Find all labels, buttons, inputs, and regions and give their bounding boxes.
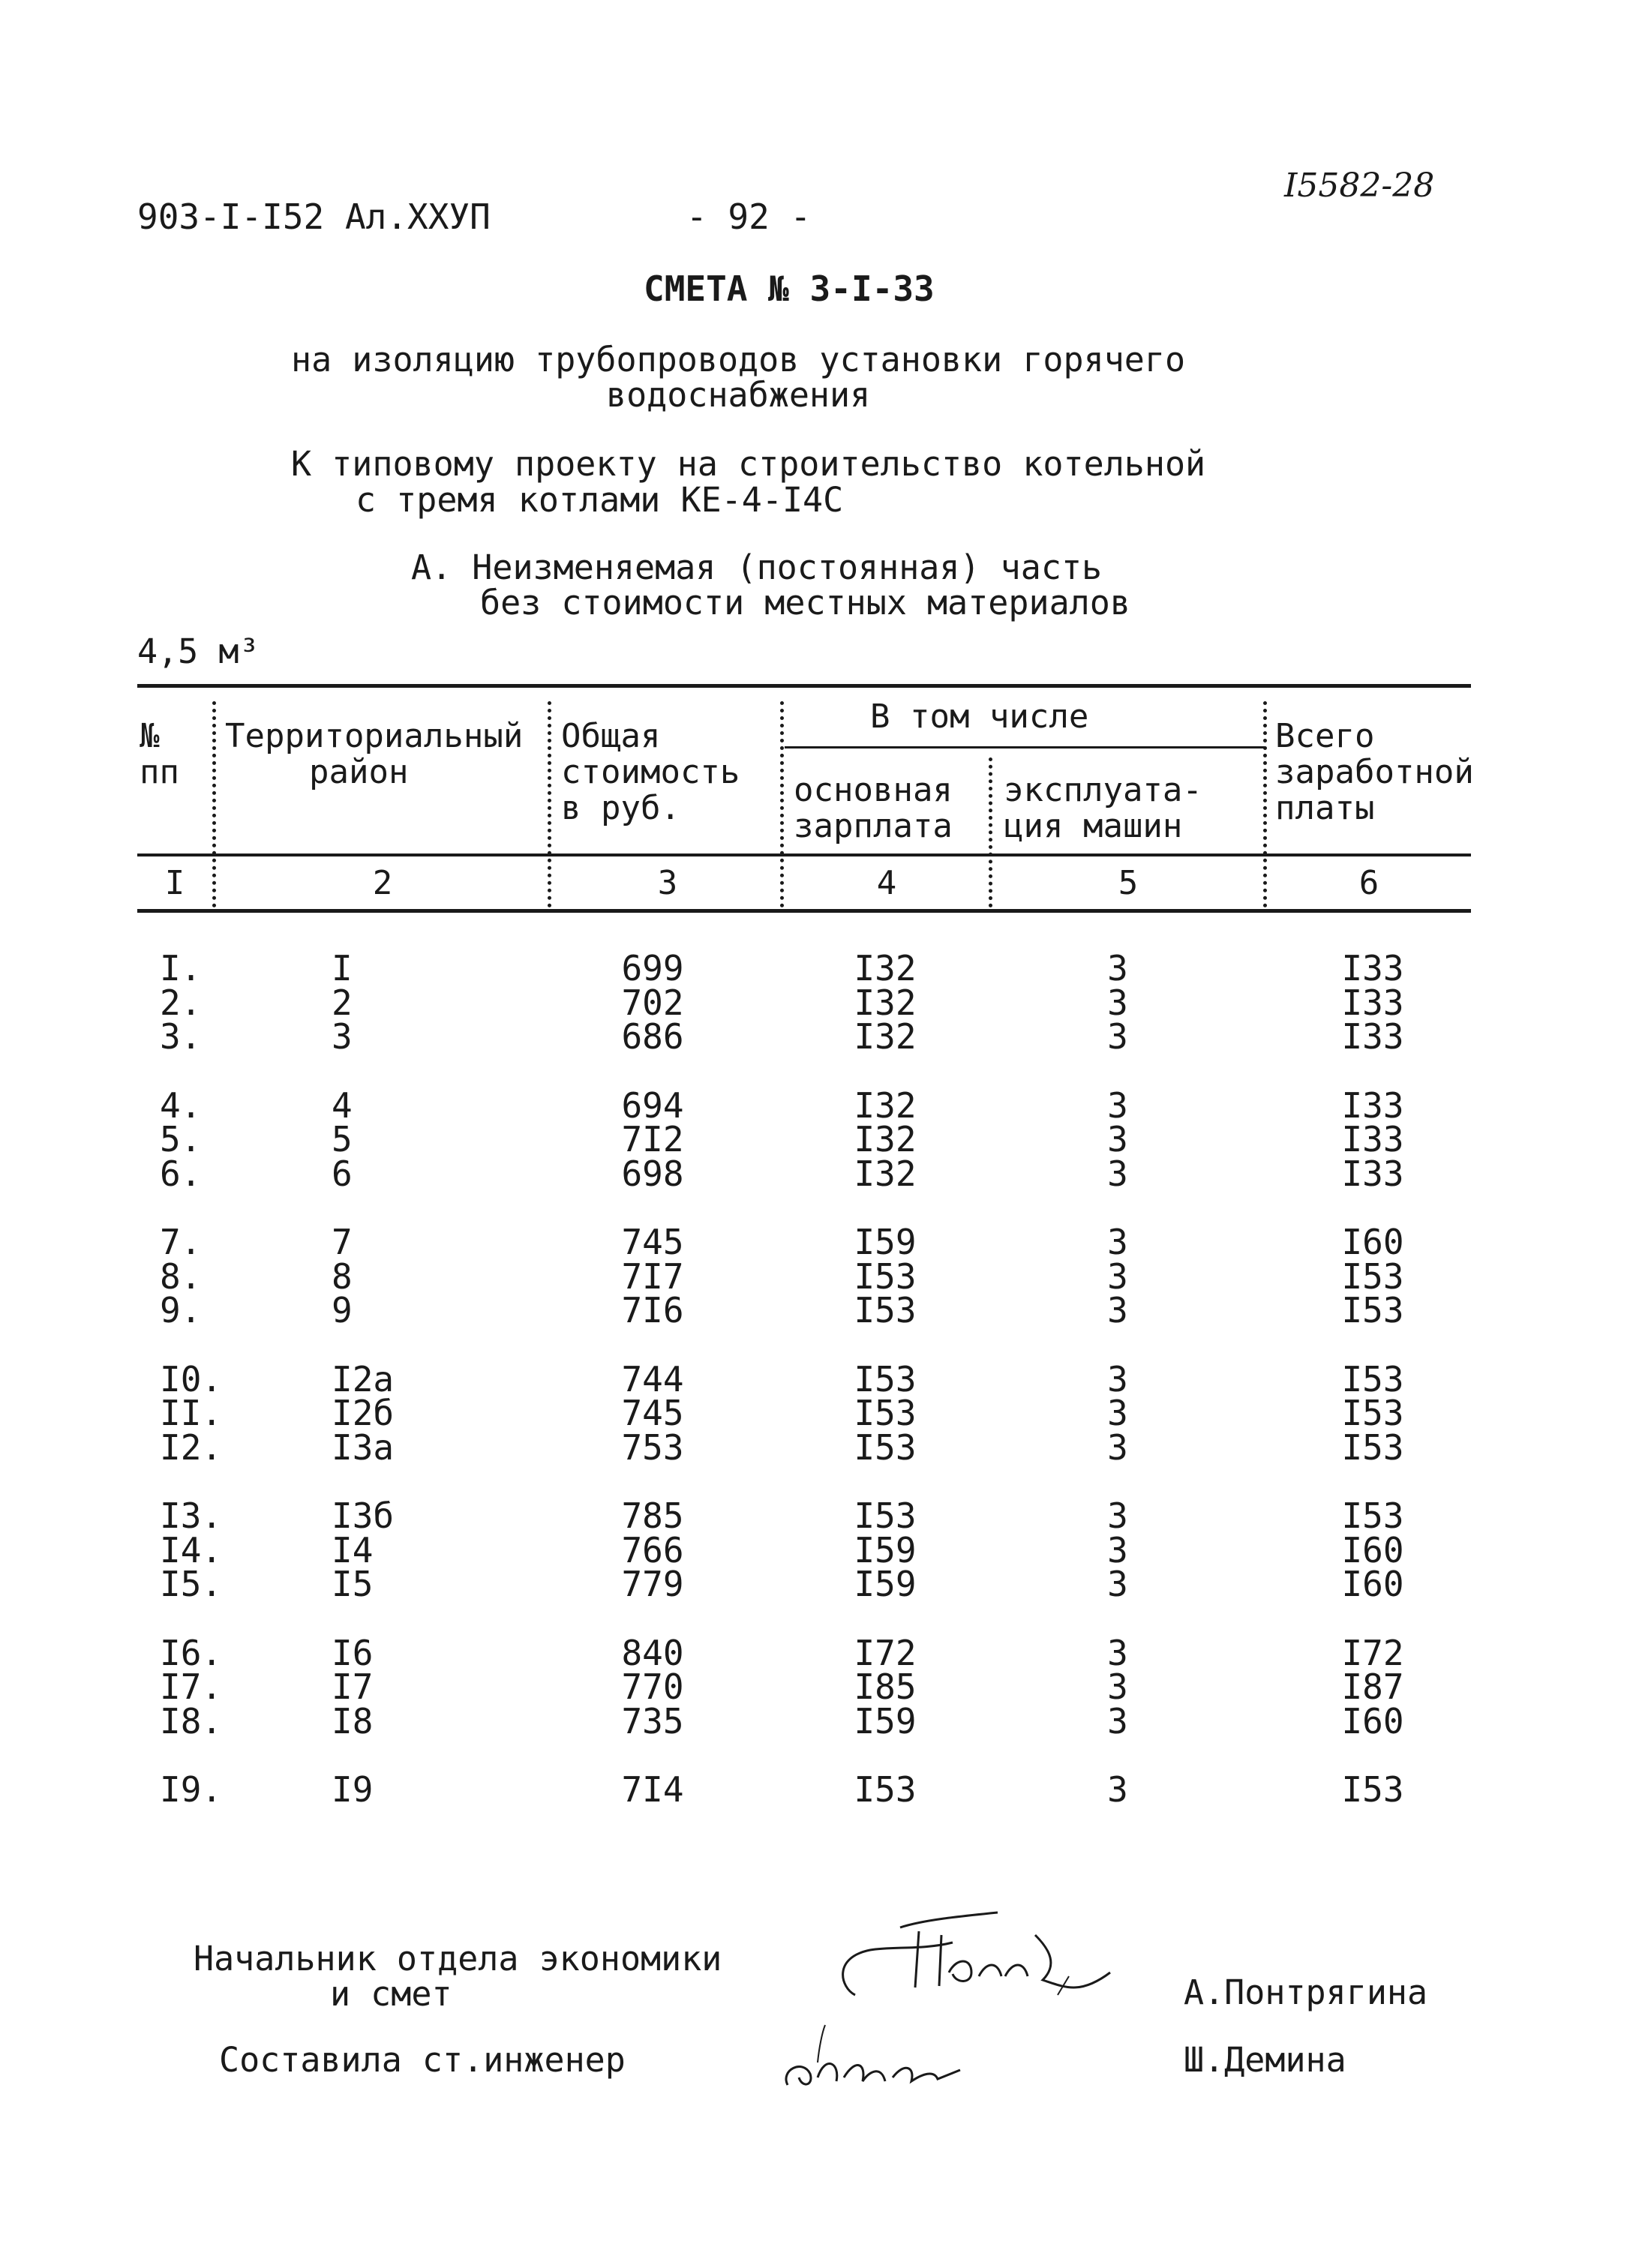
- header-machines-l2: ция машин: [1004, 807, 1183, 845]
- header-including: В том числе: [870, 698, 1089, 736]
- table-row: [0, 1632, 1639, 1673]
- machine-operation: 3: [1107, 1632, 1128, 1673]
- subtitle-line-4: с тремя котлами КЕ-4-I4С: [356, 480, 844, 520]
- base-salary: I85: [854, 1666, 917, 1707]
- handwritten-signature-2: [773, 2018, 983, 2100]
- table-row: [0, 1769, 1639, 1810]
- territorial-district: 7: [332, 1222, 353, 1262]
- base-salary: I53: [854, 1290, 917, 1330]
- base-salary: I53: [854, 1496, 917, 1536]
- total-wages: I53: [1341, 1358, 1404, 1400]
- total-cost: 744: [621, 1358, 684, 1400]
- total-cost: 766: [621, 1529, 684, 1570]
- base-salary: I32: [854, 1016, 917, 1057]
- base-salary: I59: [854, 1700, 917, 1742]
- row-number: 8.: [160, 1256, 202, 1297]
- row-number: I2.: [160, 1426, 223, 1468]
- table-row: [0, 1084, 1639, 1126]
- total-wages: I33: [1341, 1016, 1404, 1057]
- machine-operation: 3: [1107, 1119, 1128, 1160]
- machine-operation: 3: [1107, 1084, 1128, 1126]
- total-cost: 686: [621, 1016, 684, 1057]
- total-cost: 745: [621, 1222, 684, 1262]
- base-salary: I59: [854, 1529, 917, 1570]
- machine-operation: 3: [1107, 1496, 1128, 1536]
- territorial-district: 8: [332, 1256, 353, 1297]
- total-cost: 840: [621, 1632, 684, 1673]
- row-number: 6.: [160, 1153, 202, 1194]
- base-salary: I59: [854, 1222, 917, 1262]
- signature-role-1-line-2: и смет: [330, 1974, 452, 2014]
- volume-label: 4,5 м³: [137, 632, 260, 671]
- territorial-district: I7: [332, 1666, 374, 1707]
- total-wages: I87: [1341, 1666, 1404, 1707]
- table-row: [0, 1393, 1639, 1433]
- header-total-l2: стоимость: [561, 753, 740, 791]
- row-number: I0.: [160, 1358, 223, 1400]
- machine-operation: 3: [1107, 1769, 1128, 1810]
- header-total-l3: в руб.: [561, 789, 680, 827]
- table-row: [0, 1290, 1639, 1330]
- total-cost: 735: [621, 1700, 684, 1742]
- base-salary: I53: [854, 1769, 917, 1810]
- territorial-district: I9: [332, 1769, 374, 1810]
- base-salary: I59: [854, 1564, 917, 1604]
- header-wages-total-l3: платы: [1275, 789, 1375, 827]
- section-line-1: А. Неизменяемая (постоянная) часть: [411, 548, 1103, 587]
- row-number: I9.: [160, 1769, 223, 1810]
- subtitle-line-2: водоснабжения: [606, 375, 871, 415]
- machine-operation: 3: [1107, 1426, 1128, 1468]
- header-number: №: [140, 717, 160, 755]
- base-salary: I32: [854, 1153, 917, 1194]
- territorial-district: I2а: [332, 1358, 395, 1400]
- column-separator: [548, 701, 551, 908]
- row-number: 5.: [160, 1119, 202, 1160]
- base-salary: I53: [854, 1358, 917, 1400]
- territorial-district: 9: [332, 1290, 353, 1330]
- base-salary: I32: [854, 1084, 917, 1126]
- column-separator: [212, 701, 216, 908]
- total-wages: I53: [1341, 1290, 1404, 1330]
- total-cost: 702: [621, 982, 684, 1023]
- row-number: 3.: [160, 1016, 202, 1057]
- row-number: I.: [160, 948, 202, 988]
- territorial-district: I3б: [332, 1496, 395, 1536]
- signature-name-1: А.Понтрягина: [1184, 1972, 1428, 2012]
- total-wages: I53: [1341, 1426, 1404, 1468]
- total-cost: 785: [621, 1496, 684, 1536]
- total-wages: I33: [1341, 1153, 1404, 1194]
- row-number: 7.: [160, 1222, 202, 1262]
- machine-operation: 3: [1107, 1393, 1128, 1433]
- signature-role-2: Составила ст.инженер: [219, 2040, 626, 2080]
- subtitle-line-3: К типовому проекту на строительство котельной: [291, 444, 1206, 484]
- base-salary: I53: [854, 1393, 917, 1433]
- total-wages: I53: [1341, 1496, 1404, 1536]
- territorial-district: 3: [332, 1016, 353, 1057]
- total-cost: 753: [621, 1426, 684, 1468]
- row-number: 9.: [160, 1290, 202, 1330]
- table-header-rule: [137, 854, 1471, 856]
- table-row: [0, 948, 1639, 988]
- table-row: [0, 1256, 1639, 1297]
- total-cost: 7I7: [621, 1256, 684, 1297]
- base-salary: I32: [854, 982, 917, 1023]
- document-title: СМЕТА № 3-I-33: [644, 268, 935, 309]
- table-row: [0, 1529, 1639, 1570]
- machine-operation: 3: [1107, 1256, 1128, 1297]
- table-row: [0, 1426, 1639, 1468]
- total-wages: I60: [1341, 1222, 1404, 1262]
- total-wages: I60: [1341, 1529, 1404, 1570]
- table-row: [0, 1700, 1639, 1742]
- row-number: 2.: [160, 982, 202, 1023]
- row-number: I5.: [160, 1564, 223, 1604]
- machine-operation: 3: [1107, 1290, 1128, 1330]
- table-row: [0, 1666, 1639, 1707]
- machine-operation: 3: [1107, 1358, 1128, 1400]
- territorial-district: 6: [332, 1153, 353, 1194]
- machine-operation: 3: [1107, 1153, 1128, 1194]
- table-top-rule: [137, 684, 1471, 688]
- group-header-rule: [785, 746, 1265, 748]
- row-number: I7.: [160, 1666, 223, 1707]
- header-territorial: Территориальный: [225, 717, 524, 755]
- total-cost: 699: [621, 948, 684, 988]
- row-number: I4.: [160, 1529, 223, 1570]
- section-line-2: без стоимости местных материалов: [480, 583, 1130, 622]
- machine-operation: 3: [1107, 1529, 1128, 1570]
- column-separator: [780, 701, 784, 908]
- row-number: 4.: [160, 1084, 202, 1126]
- subtitle-line-1: на изоляцию трубопроводов установки горячего: [291, 340, 1186, 380]
- table-row: [0, 1358, 1639, 1400]
- total-cost: 7I4: [621, 1769, 684, 1810]
- territorial-district: I3а: [332, 1426, 395, 1468]
- territorial-district: 2: [332, 982, 353, 1023]
- header-base-salary-l2: зарплата: [794, 807, 953, 845]
- total-cost: 745: [621, 1393, 684, 1433]
- row-number: I8.: [160, 1700, 223, 1742]
- base-salary: I32: [854, 1119, 917, 1160]
- column-number: 5: [1118, 864, 1139, 902]
- document-code: 903-I-I52 Ал.XXУП: [137, 196, 491, 237]
- total-wages: I33: [1341, 948, 1404, 988]
- territorial-district: I2б: [332, 1393, 395, 1433]
- total-wages: I60: [1341, 1700, 1404, 1742]
- table-row: [0, 1119, 1639, 1160]
- total-wages: I72: [1341, 1632, 1404, 1673]
- column-number: I: [164, 864, 185, 902]
- total-cost: 694: [621, 1084, 684, 1126]
- header-district: район: [309, 753, 409, 791]
- signature-role-1: Начальник отдела экономики: [194, 1939, 722, 1978]
- header-number-pp: пп: [140, 753, 179, 791]
- machine-operation: 3: [1107, 1564, 1128, 1604]
- row-number: I6.: [160, 1632, 223, 1673]
- total-wages: I33: [1341, 982, 1404, 1023]
- total-wages: I53: [1341, 1769, 1404, 1810]
- header-machines-l1: эксплуата-: [1004, 771, 1202, 809]
- column-separator: [989, 758, 992, 908]
- base-salary: I72: [854, 1632, 917, 1673]
- total-cost: 779: [621, 1564, 684, 1604]
- column-separator: [1263, 701, 1267, 908]
- table-row: [0, 1153, 1639, 1194]
- archive-number: I5582-28: [1284, 166, 1435, 205]
- total-cost: 7I2: [621, 1119, 684, 1160]
- header-base-salary-l1: основная: [794, 771, 953, 809]
- total-wages: I53: [1341, 1393, 1404, 1433]
- total-wages: I33: [1341, 1119, 1404, 1160]
- column-number: 6: [1358, 864, 1379, 902]
- signature-name-2: Ш.Демина: [1184, 2040, 1346, 2080]
- column-number: 3: [657, 864, 678, 902]
- base-salary: I53: [854, 1426, 917, 1468]
- base-salary: I32: [854, 948, 917, 988]
- territorial-district: 4: [332, 1084, 353, 1126]
- column-number: 4: [876, 864, 897, 902]
- total-wages: I53: [1341, 1256, 1404, 1297]
- table-row: [0, 1564, 1639, 1604]
- machine-operation: 3: [1107, 1666, 1128, 1707]
- header-total-l1: Общая: [561, 717, 661, 755]
- total-cost: 698: [621, 1153, 684, 1194]
- page-number: - 92 -: [686, 196, 812, 237]
- handwritten-signature-1: [810, 1905, 1125, 2018]
- row-number: I3.: [160, 1496, 223, 1536]
- total-cost: 770: [621, 1666, 684, 1707]
- territorial-district: I6: [332, 1632, 374, 1673]
- machine-operation: 3: [1107, 948, 1128, 988]
- total-cost: 7I6: [621, 1290, 684, 1330]
- column-number: 2: [372, 864, 393, 902]
- table-row: [0, 1222, 1639, 1262]
- machine-operation: 3: [1107, 1700, 1128, 1742]
- total-wages: I60: [1341, 1564, 1404, 1604]
- header-wages-total-l1: Всего: [1275, 717, 1375, 755]
- territorial-district: I4: [332, 1529, 374, 1570]
- table-colnum-rule: [137, 909, 1471, 913]
- table-row: [0, 1016, 1639, 1057]
- table-row: [0, 982, 1639, 1023]
- territorial-district: I8: [332, 1700, 374, 1742]
- header-wages-total-l2: заработной: [1275, 753, 1474, 791]
- machine-operation: 3: [1107, 1222, 1128, 1262]
- row-number: II.: [160, 1393, 223, 1433]
- machine-operation: 3: [1107, 982, 1128, 1023]
- table-row: [0, 1498, 1639, 1534]
- territorial-district: 5: [332, 1119, 353, 1160]
- base-salary: I53: [854, 1256, 917, 1297]
- machine-operation: 3: [1107, 1016, 1128, 1057]
- total-wages: I33: [1341, 1084, 1404, 1126]
- territorial-district: I: [332, 948, 353, 988]
- territorial-district: I5: [332, 1564, 374, 1604]
